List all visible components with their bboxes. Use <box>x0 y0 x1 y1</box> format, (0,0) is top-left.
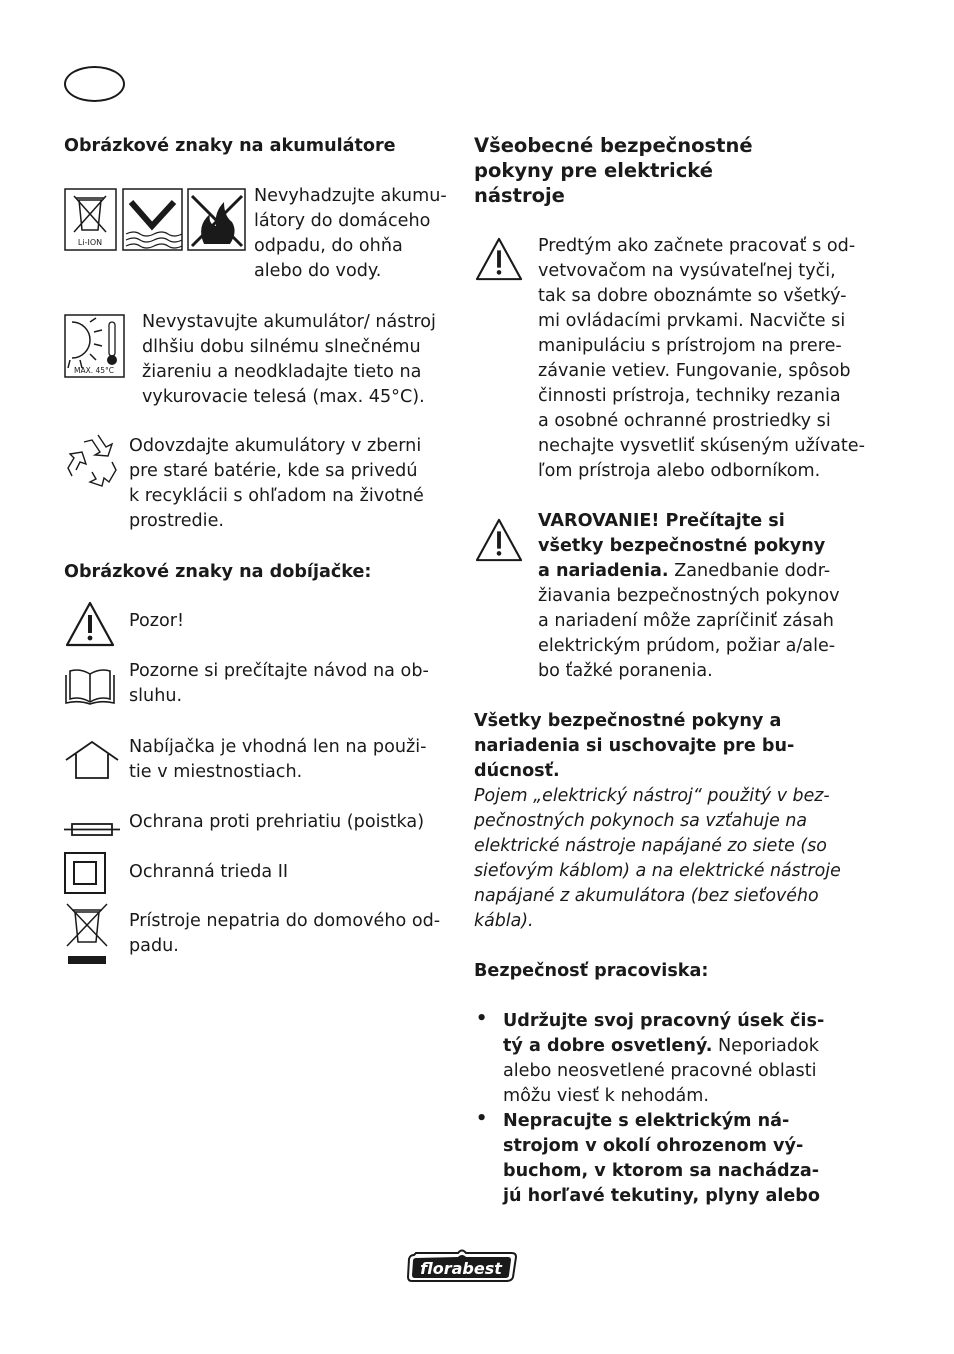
sun-exposure-text: Nevystavujte akumulátor/ nástroj dlhšiu dobu silnému slnečnému žiareniu a neodkladajte tieto na vykurovacie telesá (max. 45°C). <box>142 312 436 407</box>
bullet-rest: Neporiadok alebo neosvetlené pracovné oblasti môžu viesť k nehodám. <box>503 1036 819 1106</box>
familiarize-warning-text: Predtým ako začnete pracovať s od- vetvovačom na vysúvateľnej tyči, tak sa dobre oboznámte so všetký- mi ovládacími prvkami. Nacvičte si manipuláciu s prístrojom na prere- závanie vetiev. Fungovanie, spôsob činnosti prístroja, techniky rezania a osobné ochranné prostriedky si nechajte vysvetliť skúseným užívate- ľom prístroja alebo odborníkom. <box>538 236 865 481</box>
open-book-icon <box>64 666 116 710</box>
warning-triangle-icon <box>64 600 116 652</box>
double-square-icon <box>64 852 106 898</box>
read-all-warning <box>538 509 868 684</box>
workplace-safety-heading: Bezpečnosť pracoviska: <box>474 961 709 981</box>
sun-thermometer-icon <box>64 314 126 384</box>
bullet-bold: Udržujte svoj pracovný úsek čis- tý a dobre osvetlený. <box>503 1011 825 1056</box>
overheat-protection-text: Ochrana proti prehriatiu (poistka) <box>129 812 425 832</box>
language-badge <box>64 66 125 102</box>
crossed-bin-li-ion-icon <box>64 188 246 256</box>
fuse-icon <box>64 820 120 844</box>
bullet-item-clean-workspace <box>503 1009 863 1109</box>
caution-text: Pozor! <box>129 611 185 631</box>
bullet-bold: Nepracujte s elektrickým ná- strojom v okolí ohrozenom vý- buchom, v ktorom sa nachádza- jú horľavé tekutiny, plyny alebo <box>503 1111 820 1206</box>
indoor-use-text: Nabíjačka je vhodná len na použi- tie v miestnostiach. <box>129 737 427 782</box>
weee-text: Prístroje nepatria do domového od- padu. <box>129 911 441 956</box>
power-tool-term-note: Pojem „elektrický nástroj“ použitý v bez- pečnostných pokynoch sa vzťahuje na elektrické nástroje napájané zo siete (so sieťovým káblom) a na elektrické nástroje napájané z akumulátora (bez sieťového kábla). <box>474 786 841 931</box>
max-temp-label: MAX. 45°C <box>73 366 115 375</box>
bullet-marker: • <box>476 1109 488 1129</box>
keep-instructions-heading: Všetky bezpečnostné pokyny a nariadenia si uschovajte pre bu- dúcnosť. <box>474 711 795 781</box>
brand-name: florabest <box>420 1259 502 1278</box>
recycle-text: Odovzdajte akumulátory v zberni pre staré batérie, kde sa privedú k recyklácii s ohľadom na životné prostredie. <box>129 436 424 531</box>
recycle-icon <box>64 432 120 492</box>
read-all-warning-bold: VAROVANIE! Prečítajte si všetky bezpečnostné pokyny a nariadenia. <box>538 511 826 581</box>
warning-triangle-icon <box>474 236 524 286</box>
florabest-logo <box>406 1247 518 1287</box>
battery-symbols-heading: Obrázkové znaky na akumulátore <box>64 136 396 156</box>
li-ion-label: Li-ION <box>77 238 103 247</box>
crossed-bin-icon <box>64 902 110 970</box>
read-all-warning-rest: Zanedbanie dodr- žiavania bezpečnostných pokynov a nariadení môže zapríčiniť zásah elektrickým prúdom, požiar a/ale- bo ťažké poranenia. <box>538 561 840 681</box>
general-safety-heading: Všeobecné bezpečnostné pokyny pre elektrické nástroje <box>474 134 753 207</box>
read-manual-text: Pozorne si prečítajte návod na ob- sluhu. <box>129 661 429 706</box>
battery-disposal-text: Nevyhadzujte akumu- látory do domáceho odpadu, do ohňa alebo do vody. <box>254 186 447 281</box>
house-icon <box>64 740 120 784</box>
bullet-item-explosive-environment <box>503 1109 863 1209</box>
charger-symbols-heading: Obrázkové znaky na dobíjačke: <box>64 562 372 582</box>
warning-triangle-icon <box>474 517 524 567</box>
bullet-marker: • <box>476 1009 488 1029</box>
protection-class-text: Ochranná trieda II <box>129 862 289 882</box>
